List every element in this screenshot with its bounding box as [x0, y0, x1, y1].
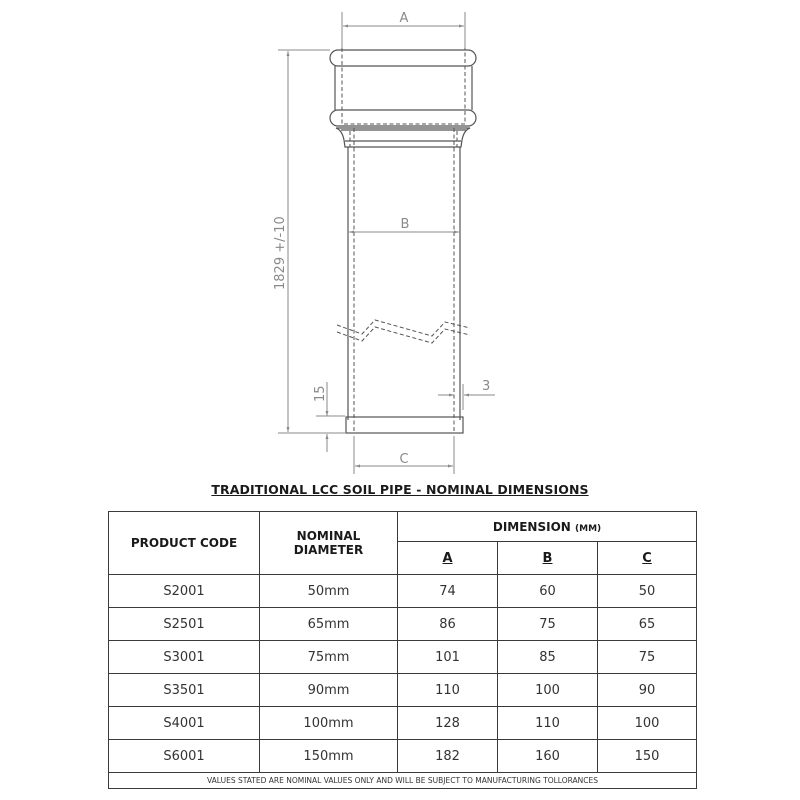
cell-b: 110 — [498, 707, 598, 740]
cell-c: 50 — [598, 575, 697, 608]
cell-code: S2001 — [109, 575, 260, 608]
cell-b: 100 — [498, 674, 598, 707]
dimension-b-label: B — [400, 217, 410, 232]
header-dimension-unit: (MM) — [575, 523, 602, 534]
header-col-c-label: C — [642, 550, 652, 566]
header-dimension-label: DIMENSION — [492, 519, 571, 534]
dimension-length-label: 1829 +/-10 — [273, 216, 288, 290]
dimensions-table — [108, 511, 697, 789]
footnote-row — [109, 773, 697, 789]
cell-code: S6001 — [109, 740, 260, 773]
header-nominal-line1: NOMINAL — [296, 529, 361, 543]
header-col-b — [498, 542, 598, 575]
hidden-lines — [342, 48, 465, 433]
cell-code: S3001 — [109, 641, 260, 674]
cell-b: 75 — [498, 608, 598, 641]
table-row — [109, 641, 697, 674]
cell-a: 86 — [398, 608, 498, 641]
header-col-a — [398, 542, 498, 575]
dimension-a-label: A — [399, 11, 409, 26]
cell-b: 60 — [498, 575, 598, 608]
cell-b: 85 — [498, 641, 598, 674]
table-row — [109, 674, 697, 707]
cell-a: 74 — [398, 575, 498, 608]
table-row — [109, 575, 697, 608]
cell-code: S4001 — [109, 707, 260, 740]
cell-b: 160 — [498, 740, 598, 773]
cell-code: S2501 — [109, 608, 260, 641]
header-col-c — [598, 542, 697, 575]
table-row — [109, 608, 697, 641]
dimension-wall-thickness-label: 3 — [482, 379, 491, 394]
dimension-socket-depth-label: 15 — [313, 385, 328, 402]
table-row — [109, 707, 697, 740]
table-title: TRADITIONAL LCC SOIL PIPE - NOMINAL DIMENSIONS — [211, 482, 589, 497]
header-product-code: PRODUCT CODE — [109, 512, 260, 575]
cell-a: 110 — [398, 674, 498, 707]
cell-c: 100 — [598, 707, 697, 740]
break-line — [337, 320, 470, 343]
dimension-c-label: C — [399, 452, 409, 467]
cell-a: 128 — [398, 707, 498, 740]
cell-diameter: 65mm — [260, 608, 398, 641]
cell-a: 182 — [398, 740, 498, 773]
cell-c: 65 — [598, 608, 697, 641]
header-nominal-line2: DIAMETER — [293, 543, 364, 557]
header-col-a-label: A — [442, 550, 453, 566]
cell-diameter: 75mm — [260, 641, 398, 674]
cell-diameter: 100mm — [260, 707, 398, 740]
header-dimension — [398, 512, 697, 542]
cell-diameter: 90mm — [260, 674, 398, 707]
cell-c: 150 — [598, 740, 697, 773]
header-nominal-diameter — [260, 512, 398, 575]
header-col-b-label: B — [542, 550, 553, 566]
cell-c: 90 — [598, 674, 697, 707]
footnote: VALUES STATED ARE NOMINAL VALUES ONLY AND WILL BE SUBJECT TO MANUFACTURING TOLLORANCES — [109, 773, 697, 789]
cell-diameter: 150mm — [260, 740, 398, 773]
header-row — [109, 512, 697, 542]
cell-code: S3501 — [109, 674, 260, 707]
cell-diameter: 50mm — [260, 575, 398, 608]
cell-a: 101 — [398, 641, 498, 674]
table-row — [109, 740, 697, 773]
cell-c: 75 — [598, 641, 697, 674]
